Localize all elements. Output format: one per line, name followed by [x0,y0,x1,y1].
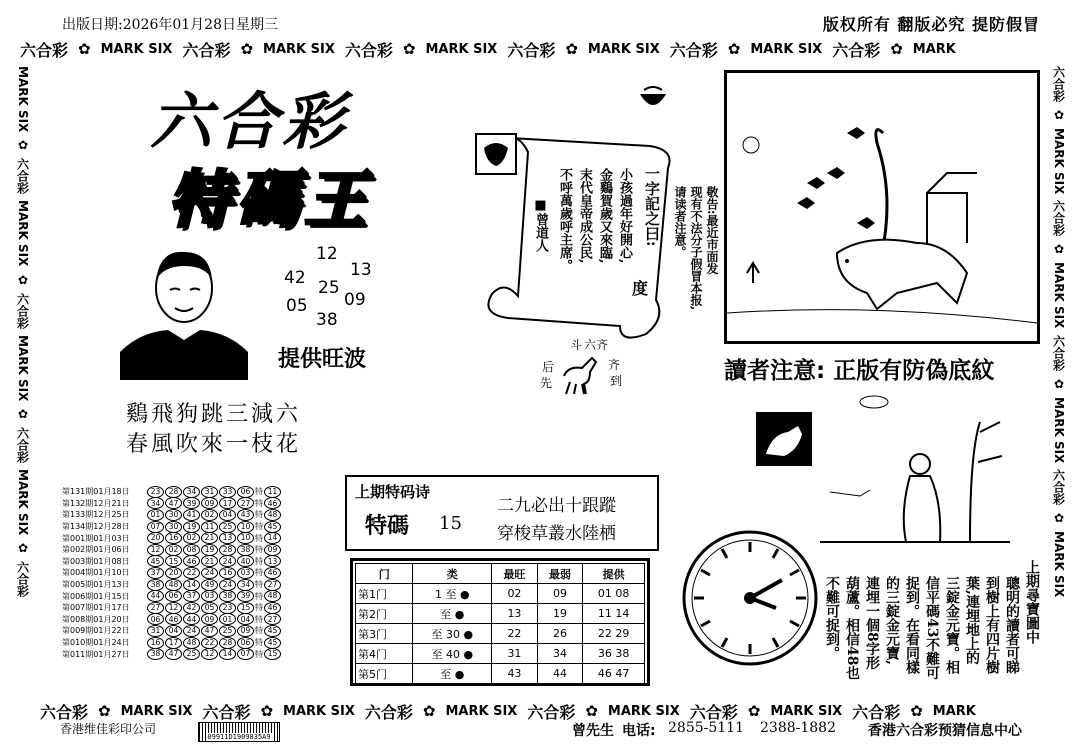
history-ball: 41 [183,509,200,521]
history-row [62,590,302,602]
bottom-border-strip: 六合彩 ✿ MARK SIX 六合彩 ✿ MARK SIX 六合彩 ✿ MARK SIX 六合彩 ✿ MARK SIX 六合彩 ✿ MARK SIX 六合彩 ✿ MARK [40,702,976,722]
history-ball: 16 [165,532,182,544]
door-cell-cold: 44 [537,664,583,684]
poem [126,400,301,460]
lucky-number: 38 [316,310,338,330]
puzzle-picture-frame [724,70,1040,344]
poem-line: 鷄飛狗跳三減六 [126,402,302,427]
phone-number: 2388-1882 [760,720,836,736]
door-cell-offer: 01 08 [583,584,645,604]
special-marker: 特 [255,649,263,659]
last-poem-line: 穿梭草叢水陸栖 [497,524,616,544]
history-ball: 20 [165,567,182,579]
flower-icon: ✿ [98,702,111,720]
door-cell-hot: 02 [492,584,538,604]
history-ball: 27 [147,602,164,614]
history-special-ball: 48 [264,509,281,521]
dog-tree-illustration [727,73,1037,341]
history-ball: 21 [201,532,218,544]
monk-illustration [820,392,1010,552]
history-ball: 20 [147,532,164,544]
puzzle-column: 不難可捉到。 [824,576,840,660]
contact-name: 曾先生 [572,723,614,739]
history-ball: 09 [201,613,218,625]
history-ball: 15 [165,555,182,567]
bowl-icon [638,86,668,112]
history-ball: 42 [183,602,200,614]
history-label: 第007期01月17日 [62,603,130,613]
door-cell-door: 第4门 [356,644,413,664]
history-ball: 04 [219,509,236,521]
history-ball: 03 [201,590,218,602]
history-ball: 05 [201,602,218,614]
door-row [356,644,645,664]
ball-bullet-icon: ● [451,667,465,681]
history-row [62,637,302,649]
puzzle-column: 上期尋寶圖中 [1024,560,1040,644]
door-cell-door: 第1门 [356,584,413,604]
history-ball: 37 [147,567,164,579]
door-row [356,624,645,644]
history-ball: 46 [183,555,200,567]
history-ball: 38 [147,579,164,591]
title-main: 六合彩 [150,85,349,158]
door-cell-hot: 43 [492,664,538,684]
history-row [62,521,302,533]
history-ball: 34 [147,497,164,509]
history-label: 第009期01月22日 [62,626,130,636]
history-ball: 10 [237,521,254,533]
top-border-strip: 六合彩 ✿ MARK SIX 六合彩 ✿ MARK SIX 六合彩 ✿ MARK SIX 六合彩 ✿ MARK SIX 六合彩 ✿ MARK SIX 六合彩 ✿ MARK [20,38,1060,60]
history-ball: 06 [165,590,182,602]
printer-name: 香港维佳彩印公司 [60,722,157,736]
door-cell-cold: 09 [537,584,583,604]
history-special-ball: 45 [264,625,281,637]
history-row [62,556,302,568]
flower-icon: ✿ [16,541,30,556]
history-ball: 38 [237,544,254,556]
flower-icon: ✿ [240,40,254,58]
poem-line: 春風吹來一枝花 [126,432,302,457]
special-marker: 特 [255,556,263,566]
special-marker: 特 [255,522,263,532]
history-row [62,602,302,614]
history-ball: 19 [183,521,200,533]
history-ball: 37 [183,590,200,602]
history-ball: 09 [237,625,254,637]
history-ball: 09 [201,497,218,509]
history-ball: 25 [219,521,236,533]
history-row [62,509,302,521]
puzzle-column: 信平碼43不難可 [924,576,940,680]
door-cell-range: 至 ● [413,664,492,684]
history-ball: 06 [237,486,254,498]
flower-icon: ✿ [890,40,903,58]
history-ball: 06 [147,613,164,625]
history-ball: 34 [237,579,254,591]
scroll-box: 小孩過年好開心, 金鷄賀歲又來臨, 末代皇帝成公民, 不呼萬歲呼主席。 ■曾道人 一字記之曰: 度 [470,128,682,346]
puzzle-explanation [820,560,1042,700]
history-row [62,544,302,556]
lucky-numbers [258,236,388,336]
history-row [62,567,302,579]
history-row [62,625,302,637]
puzzle-column: 聰明的讀者可睇 [1004,576,1020,674]
history-ball: 31 [201,486,218,498]
portrait-image [120,240,248,380]
ball-bullet-icon: ● [456,587,470,601]
special-marker: 特 [255,568,263,578]
special-marker: 特 [255,638,263,648]
door-table: 门 类 最旺 最弱 提供 第1门 1 至 ● 02 09 01 08 第2门 至 ● 13 19 11 14 第3门 至 30 ● 22 26 22 29 第4门 至 40 ● 31 34 36 38 第5门 至 ● 43 44 46 47 [355,563,645,684]
history-ball: 25 [183,648,200,660]
history-ball: 47 [165,497,182,509]
history-ball: 01 [147,509,164,521]
history-ball: 22 [201,637,218,649]
door-cell-offer: 46 47 [583,664,645,684]
flower-icon: ✿ [1052,242,1066,257]
scroll-heading: 一字記之曰: [643,166,661,247]
history-ball: 17 [219,497,236,509]
history-special-ball: 14 [264,532,281,544]
last-poem-line: 二九必出十跟蹤 [497,496,616,516]
door-cell-door: 第2门 [356,604,413,624]
history-ball: 10 [237,532,254,544]
history-label: 第133期12月25日 [62,510,130,520]
ball-bullet-icon: ● [459,627,474,641]
door-row [356,584,645,604]
flower-icon: ✿ [402,40,416,58]
history-row [62,579,302,591]
lucky-number: 05 [286,296,308,316]
history-ball: 47 [201,625,218,637]
history-ball: 16 [219,567,236,579]
history-ball: 19 [201,544,218,556]
history-label: 第006期01月15日 [62,591,130,601]
history-ball: 01 [219,613,236,625]
history-ball: 14 [183,579,200,591]
history-ball: 08 [183,544,200,556]
history-ball: 43 [237,509,254,521]
history-label: 第008期01月20日 [62,614,130,624]
door-cell-range: 至 40 ● [413,644,492,664]
flower-icon: ✿ [910,702,923,720]
door-cell-offer: 22 29 [583,624,645,644]
copyright-notice: 版权所有 翻版必究 提防假冒 [822,15,1040,34]
fraud-warning: 敬告:最近市面发 现有不法分子假冒本报, 请读者注意。 [673,186,719,311]
puzzle-column: 捉到。在看同樣 [904,576,920,674]
horse-icon [556,352,606,396]
history-ball: 38 [219,590,236,602]
door-cell-range: 至 30 ● [413,624,492,644]
flower-icon: ✿ [1052,510,1066,525]
right-border-strip: 六合彩 ✿ MARK SIX 六合彩 ✿ MARK SIX 六合彩 ✿ MARK SIX 六合彩 ✿ MARK SIX [1051,66,1066,598]
history-ball: 02 [201,509,218,521]
title-sub: 特碼王 [168,163,373,236]
history-ball: 28 [165,486,182,498]
border-logo: 六合彩 [20,40,69,60]
history-ball: 28 [219,544,236,556]
door-table-frame [350,558,650,686]
lucky-number: 42 [284,268,306,288]
special-marker: 特 [255,510,263,520]
history-label: 第132期12月21日 [62,498,130,508]
provider-name: 提供旺波 [278,347,367,372]
puzzle-column: 葉,連埋地上的 [964,576,980,665]
history-ball: 12 [201,648,218,660]
special-marker: 特 [255,533,263,543]
door-cell-hot: 31 [492,644,538,664]
left-border-strip: MARK SIX ✿ 六合彩 MARK SIX ✿ 六合彩 MARK SIX ✿ 六合彩 MARK SIX ✿ 六合彩 [15,66,30,598]
history-label: 第001期01月03日 [62,533,130,543]
history-special-ball: 13 [264,555,281,567]
phone-number: 2855-5111 [668,720,744,736]
hand-icon [756,412,812,466]
history-special-ball: 45 [264,637,281,649]
scroll-answer: 度 [632,279,649,298]
history-ball: 27 [237,497,254,509]
horse-puzzle: 斗 六 齐 齐 到 后 先 [540,336,640,402]
puzzle-column: 葫蘆。相信48也 [844,576,860,680]
history-special-ball: 27 [264,579,281,591]
flower-icon: ✿ [747,702,761,720]
history-special-ball: 46 [264,602,281,614]
lucky-number: 12 [316,244,338,264]
door-cell-offer: 36 38 [583,644,645,664]
history-ball: 30 [165,509,182,521]
history-ball: 39 [237,590,254,602]
history-row [62,498,302,510]
history-special-ball: 09 [264,544,281,556]
history-ball: 24 [201,567,218,579]
history-special-ball: 46 [264,567,281,579]
door-cell-door: 第5门 [356,664,413,684]
history-ball: 28 [219,637,236,649]
history-ball: 02 [165,544,182,556]
history-ball: 24 [219,579,236,591]
door-cell-range: 1 至 ● [413,584,492,604]
lucky-number: 09 [344,290,366,310]
puzzle-column: 到樹上有四片樹 [984,576,1000,674]
history-ball: 40 [237,555,254,567]
history-ball: 24 [219,555,236,567]
flower-icon: ✿ [16,138,30,153]
special-code-label: 特碼 [365,514,410,539]
special-marker: 特 [255,614,263,624]
door-row [356,664,645,684]
history-row [62,614,302,626]
history-ball: 14 [219,648,236,660]
history-label: 第003期01月08日 [62,556,130,566]
history-ball: 23 [219,602,236,614]
publication-date: 出版日期:2026年01月28日星期三 [62,17,278,33]
history-special-ball: 46 [264,497,281,509]
history-ball: 23 [147,486,164,498]
flower-icon: ✿ [727,40,741,58]
history-ball: 15 [237,602,254,614]
door-cell-range: 至 ● [413,604,492,624]
history-ball: 11 [201,521,218,533]
history-ball: 49 [201,579,218,591]
puzzle-column: 三錠金元寶。相 [944,576,960,674]
door-cell-cold: 34 [537,644,583,664]
special-code-value: 15 [439,513,462,534]
history-ball: 17 [165,637,182,649]
flower-icon: ✿ [16,272,30,287]
history-ball: 31 [147,625,164,637]
history-ball: 02 [183,532,200,544]
door-cell-door: 第3门 [356,624,413,644]
history-ball: 33 [219,486,236,498]
special-marker: 特 [255,487,263,497]
history-ball: 48 [165,579,182,591]
history-ball: 47 [165,648,182,660]
history-ball: 25 [219,625,236,637]
history-ball: 12 [165,602,182,614]
draw-history-list [62,486,302,660]
flower-icon: ✿ [585,702,598,720]
flower-icon: ✿ [565,40,578,58]
door-row [356,604,645,624]
history-ball: 03 [237,567,254,579]
history-special-ball: 15 [264,648,281,660]
ball-bullet-icon: ● [451,607,465,621]
scroll-signature: ■曾道人 [533,198,548,252]
history-ball: 44 [183,613,200,625]
last-issue-poem-box: 上期特码诗 特碼 15 二九必出十跟蹤 穿梭草叢水陸栖 [345,475,659,551]
puzzle-column: 的三錠金元寶, [884,576,900,665]
history-ball: 21 [201,555,218,567]
history-ball: 06 [237,637,254,649]
special-marker: 特 [255,580,263,590]
ball-bullet-icon: ● [459,647,474,661]
flower-icon: ✿ [78,40,91,58]
history-ball: 04 [237,613,254,625]
flower-icon: ✿ [1052,108,1066,122]
special-marker: 特 [255,498,263,508]
door-cell-offer: 11 14 [583,604,645,624]
history-ball: 30 [165,521,182,533]
history-ball: 45 [147,555,164,567]
special-marker: 特 [255,545,263,555]
history-special-ball: 11 [264,486,281,498]
flower-icon: ✿ [422,702,436,720]
history-ball: 46 [165,613,182,625]
history-label: 第010期01月24日 [62,638,130,648]
clock-icon [680,528,820,668]
door-cell-hot: 13 [492,604,538,624]
puzzle-column: 連埋一個8字形 [864,576,880,670]
history-special-ball: 27 [264,613,281,625]
history-label: 第011期01月27日 [62,649,130,659]
reader-notice: 讀者注意: 正版有防偽底紋 [724,358,995,384]
special-marker: 特 [255,591,263,601]
door-cell-hot: 22 [492,624,538,644]
history-ball: 44 [147,590,164,602]
history-row [62,648,302,660]
history-label: 第131期01月18日 [62,487,130,497]
history-ball: 38 [147,648,164,660]
history-ball: 34 [183,486,200,498]
history-label: 第005期01月13日 [62,580,130,590]
flower-icon: ✿ [16,406,30,421]
history-ball: 24 [183,625,200,637]
history-special-ball: 48 [264,590,281,602]
history-ball: 13 [219,532,236,544]
history-ball: 48 [183,637,200,649]
phone-label: 电话: [622,723,656,739]
history-special-ball: 45 [264,521,281,533]
history-label: 第134期12月28日 [62,522,130,532]
history-row [62,532,302,544]
flower-icon: ✿ [260,702,274,720]
history-ball: 39 [183,497,200,509]
history-label: 第002期01月06日 [62,545,130,555]
door-cell-cold: 19 [537,604,583,624]
history-ball: 16 [147,637,164,649]
history-ball: 07 [147,521,164,533]
flower-icon: ✿ [1052,376,1066,391]
lucky-number: 25 [318,278,340,298]
history-ball: 07 [237,648,254,660]
history-row [62,486,302,498]
special-marker: 特 [255,603,263,613]
special-marker: 特 [255,626,263,636]
info-center: 香港六合彩预猜信息中心 [868,723,1022,739]
history-ball: 22 [183,567,200,579]
history-ball: 12 [147,544,164,556]
history-label: 第004期01月10日 [62,568,130,578]
lucky-number: 13 [350,260,372,280]
barcode: 09911D1909835A9 [198,722,280,742]
history-ball: 04 [165,625,182,637]
door-cell-cold: 26 [537,624,583,644]
